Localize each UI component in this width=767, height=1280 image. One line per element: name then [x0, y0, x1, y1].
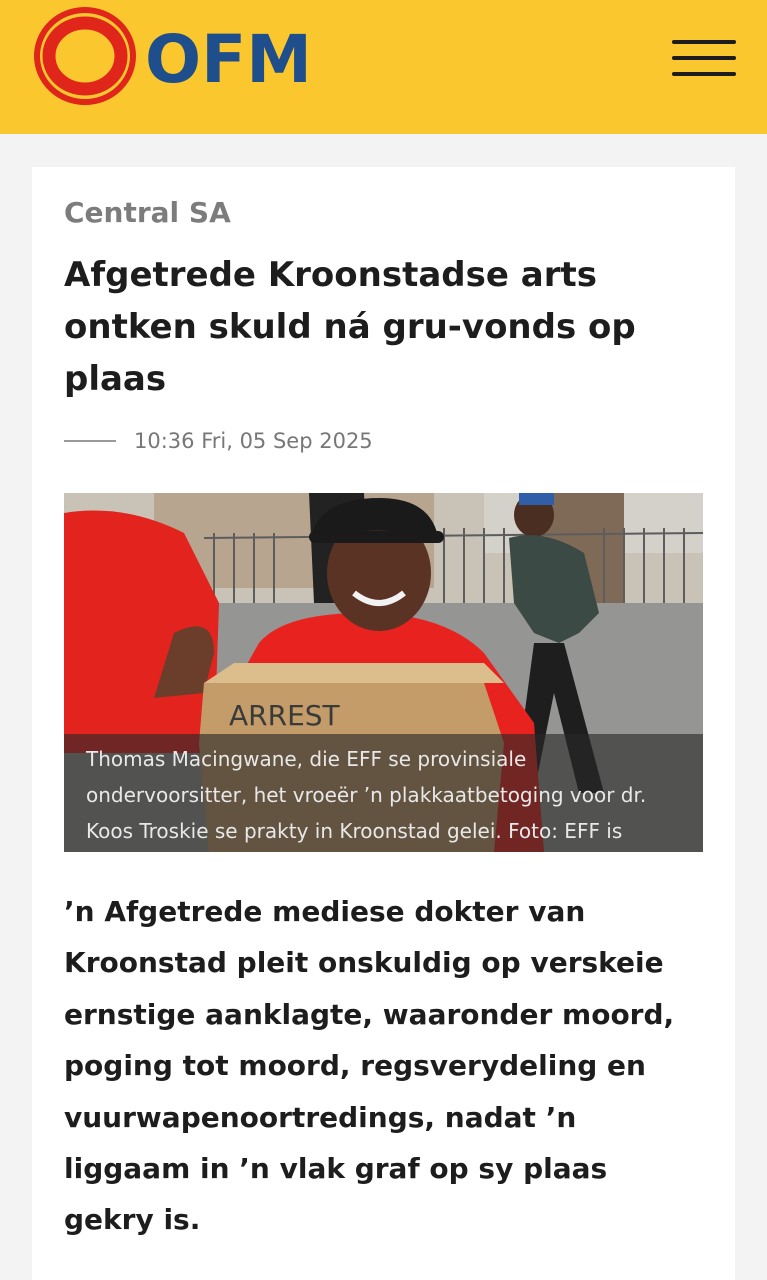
photo-caption — [64, 734, 703, 852]
lead-line: Kroonstad pleit onskuldig op verskeie — [64, 946, 664, 980]
lead-line: vuurwapenoortredings, nadat ’n — [64, 1100, 577, 1134]
headline-line: Afgetrede Kroonstadse arts — [64, 255, 597, 295]
sign-text: ARREST — [229, 699, 340, 732]
headline-line: ontken skuld ná gru-vonds op — [64, 307, 636, 347]
article-headline — [64, 249, 704, 405]
caption-line: Koos Troskie se prakty in Kroonstad gelei. Foto: EFF is — [86, 819, 623, 843]
article-lead — [64, 886, 714, 1246]
article-category[interactable]: Central SA — [64, 196, 231, 229]
lead-line: gekry is. — [64, 1203, 201, 1237]
lead-line: ’n Afgetrede mediese dokter van — [64, 895, 586, 928]
ofm-logo[interactable] — [33, 6, 312, 106]
hamburger-menu-icon[interactable] — [672, 40, 736, 78]
lead-line: liggaam in ’n vlak graf op sy plaas — [64, 1152, 608, 1186]
site-header — [0, 0, 767, 134]
article-dateline — [64, 426, 373, 456]
headline-line: plaas — [64, 359, 167, 399]
caption-line: ondervoorsitter, het vroeër ’n plakkaatbetoging voor dr. — [86, 783, 647, 807]
dateline-rule — [64, 440, 116, 442]
article-timestamp: 10:36 Fri, 05 Sep 2025 — [134, 429, 373, 453]
lead-line: ernstige aanklagte, waaronder moord, — [64, 997, 675, 1031]
article-photo[interactable] — [64, 493, 703, 852]
lead-line: poging tot moord, regsverydeling en — [64, 1049, 646, 1083]
logo-wordmark: OFM — [145, 21, 312, 98]
caption-line: Thomas Macingwane, die EFF se provinsiale — [86, 747, 527, 771]
